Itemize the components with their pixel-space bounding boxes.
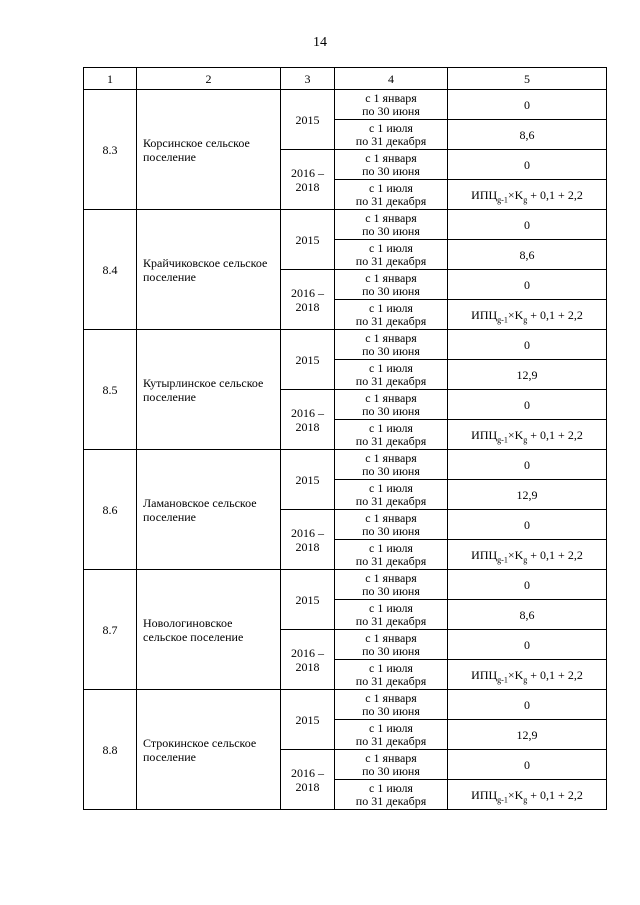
period-cell: [335, 390, 448, 420]
period-cell: [335, 330, 448, 360]
period-start: с 1 января: [365, 450, 417, 465]
period-cell: [335, 180, 448, 210]
year-cell: 2016 – 2018: [281, 630, 335, 690]
value-cell: 0: [448, 510, 607, 540]
table-row: [84, 690, 607, 720]
period-start: с 1 января: [365, 510, 417, 525]
period-cell: [335, 240, 448, 270]
period-start: с 1 января: [365, 210, 417, 225]
period-end: по 30 июня: [362, 163, 420, 178]
value-cell: 0: [448, 750, 607, 780]
value-cell: 0: [448, 690, 607, 720]
period-end: по 31 декабря: [355, 793, 427, 808]
period-end: по 31 декабря: [355, 673, 427, 688]
period-start: с 1 января: [365, 750, 417, 765]
item-number: 8.5: [84, 330, 137, 450]
period-end: по 30 июня: [362, 643, 420, 658]
value-cell: 12,9: [448, 480, 607, 510]
value-cell: 8,6: [448, 240, 607, 270]
table-row: [84, 330, 607, 360]
item-number: 8.7: [84, 570, 137, 690]
year-cell: 2015: [281, 450, 335, 510]
value-cell: 0: [448, 390, 607, 420]
period-start: с 1 января: [365, 570, 417, 585]
header-cell: 1: [84, 68, 137, 90]
value-cell: 0: [448, 570, 607, 600]
year-cell: 2015: [281, 690, 335, 750]
period-start: с 1 июля: [369, 780, 413, 795]
year-cell: 2015: [281, 570, 335, 630]
year-cell: 2016 – 2018: [281, 270, 335, 330]
period-end: по 31 декабря: [355, 373, 427, 388]
period-cell: [335, 720, 448, 750]
period-cell: [335, 300, 448, 330]
value-cell: $ИПЦ_{g-1}\times K_g + 0,1 + 2,2$: [448, 180, 607, 210]
period-cell: [335, 660, 448, 690]
header-cell: 2: [137, 68, 281, 90]
period-end: по 31 декабря: [355, 133, 427, 148]
period-cell: [335, 750, 448, 780]
value-cell: 12,9: [448, 720, 607, 750]
year-cell: 2016 – 2018: [281, 750, 335, 810]
period-start: с 1 января: [365, 90, 417, 105]
item-number: 8.4: [84, 210, 137, 330]
period-end: по 31 декабря: [355, 733, 427, 748]
period-start: с 1 июля: [369, 300, 413, 315]
header-cell: 4: [335, 68, 448, 90]
tariff-table: [83, 67, 607, 810]
settlement-name: Крайчиковское сельское поселение: [137, 210, 281, 330]
item-number: 8.6: [84, 450, 137, 570]
settlement-name: Новологиновское сельское поселение: [137, 570, 281, 690]
period-start: с 1 июля: [369, 600, 413, 615]
settlement-name: Кутырлинское сельское поселение: [137, 330, 281, 450]
period-end: по 30 июня: [362, 703, 420, 718]
period-start: с 1 июля: [369, 120, 413, 135]
period-end: по 30 июня: [362, 343, 420, 358]
period-end: по 31 декабря: [355, 493, 427, 508]
period-cell: [335, 210, 448, 240]
year-cell: 2015: [281, 210, 335, 270]
period-cell: [335, 90, 448, 120]
period-end: по 31 декабря: [355, 553, 427, 568]
value-cell: $ИПЦ_{g-1}\times K_g + 0,1 + 2,2$: [448, 300, 607, 330]
period-start: с 1 июля: [369, 360, 413, 375]
period-start: с 1 июля: [369, 420, 413, 435]
header-row: [84, 68, 607, 90]
period-end: по 30 июня: [362, 403, 420, 418]
period-cell: [335, 540, 448, 570]
period-cell: [335, 150, 448, 180]
year-cell: 2016 – 2018: [281, 390, 335, 450]
value-cell: $ИПЦ_{g-1}\times K_g + 0,1 + 2,2$: [448, 420, 607, 450]
header-cell: 3: [281, 68, 335, 90]
page-number: 14: [313, 35, 327, 50]
item-number: 8.3: [84, 90, 137, 210]
table-row: [84, 90, 607, 120]
value-cell: 0: [448, 630, 607, 660]
period-end: по 31 декабря: [355, 433, 427, 448]
value-cell: $ИПЦ_{g-1}\times K_g + 0,1 + 2,2$: [448, 780, 607, 810]
value-cell: 0: [448, 270, 607, 300]
period-end: по 30 июня: [362, 463, 420, 478]
value-cell: 0: [448, 90, 607, 120]
period-start: с 1 января: [365, 690, 417, 705]
year-cell: 2016 – 2018: [281, 510, 335, 570]
period-start: с 1 января: [365, 270, 417, 285]
table-row: [84, 210, 607, 240]
table-row: [84, 450, 607, 480]
value-cell: $ИПЦ_{g-1}\times K_g + 0,1 + 2,2$: [448, 660, 607, 690]
period-end: по 30 июня: [362, 583, 420, 598]
period-cell: [335, 480, 448, 510]
period-cell: [335, 420, 448, 450]
period-cell: [335, 570, 448, 600]
period-cell: [335, 690, 448, 720]
period-cell: [335, 630, 448, 660]
item-number: 8.8: [84, 690, 137, 810]
value-cell: 12,9: [448, 360, 607, 390]
period-start: с 1 июля: [369, 180, 413, 195]
period-cell: [335, 120, 448, 150]
value-cell: 0: [448, 330, 607, 360]
period-end: по 31 декабря: [355, 313, 427, 328]
value-cell: 0: [448, 210, 607, 240]
period-start: с 1 января: [365, 390, 417, 405]
period-cell: [335, 600, 448, 630]
settlement-name: Ламановское сельское поселение: [137, 450, 281, 570]
period-start: с 1 июля: [369, 660, 413, 675]
period-start: с 1 июля: [369, 720, 413, 735]
period-start: с 1 июля: [369, 540, 413, 555]
period-start: с 1 января: [365, 330, 417, 345]
period-cell: [335, 780, 448, 810]
period-cell: [335, 510, 448, 540]
period-start: с 1 января: [365, 630, 417, 645]
period-end: по 30 июня: [362, 763, 420, 778]
period-end: по 31 декабря: [355, 613, 427, 628]
settlement-name: Строкинское сельское поселение: [137, 690, 281, 810]
period-cell: [335, 270, 448, 300]
header-cell: 5: [448, 68, 607, 90]
period-end: по 30 июня: [362, 223, 420, 238]
period-end: по 30 июня: [362, 523, 420, 538]
period-cell: [335, 360, 448, 390]
period-end: по 30 июня: [362, 103, 420, 118]
year-cell: 2015: [281, 90, 335, 150]
period-start: с 1 января: [365, 150, 417, 165]
value-cell: 0: [448, 450, 607, 480]
value-cell: 8,6: [448, 600, 607, 630]
value-cell: 0: [448, 150, 607, 180]
table-row: [84, 570, 607, 600]
value-cell: 8,6: [448, 120, 607, 150]
period-end: по 31 декабря: [355, 193, 427, 208]
settlement-name: Корсинское сельское поселение: [137, 90, 281, 210]
period-cell: [335, 450, 448, 480]
period-end: по 30 июня: [362, 283, 420, 298]
value-cell: $ИПЦ_{g-1}\times K_g + 0,1 + 2,2$: [448, 540, 607, 570]
period-start: с 1 июля: [369, 240, 413, 255]
year-cell: 2016 – 2018: [281, 150, 335, 210]
period-end: по 31 декабря: [355, 253, 427, 268]
table-body: [84, 90, 607, 810]
period-start: с 1 июля: [369, 480, 413, 495]
year-cell: 2015: [281, 330, 335, 390]
